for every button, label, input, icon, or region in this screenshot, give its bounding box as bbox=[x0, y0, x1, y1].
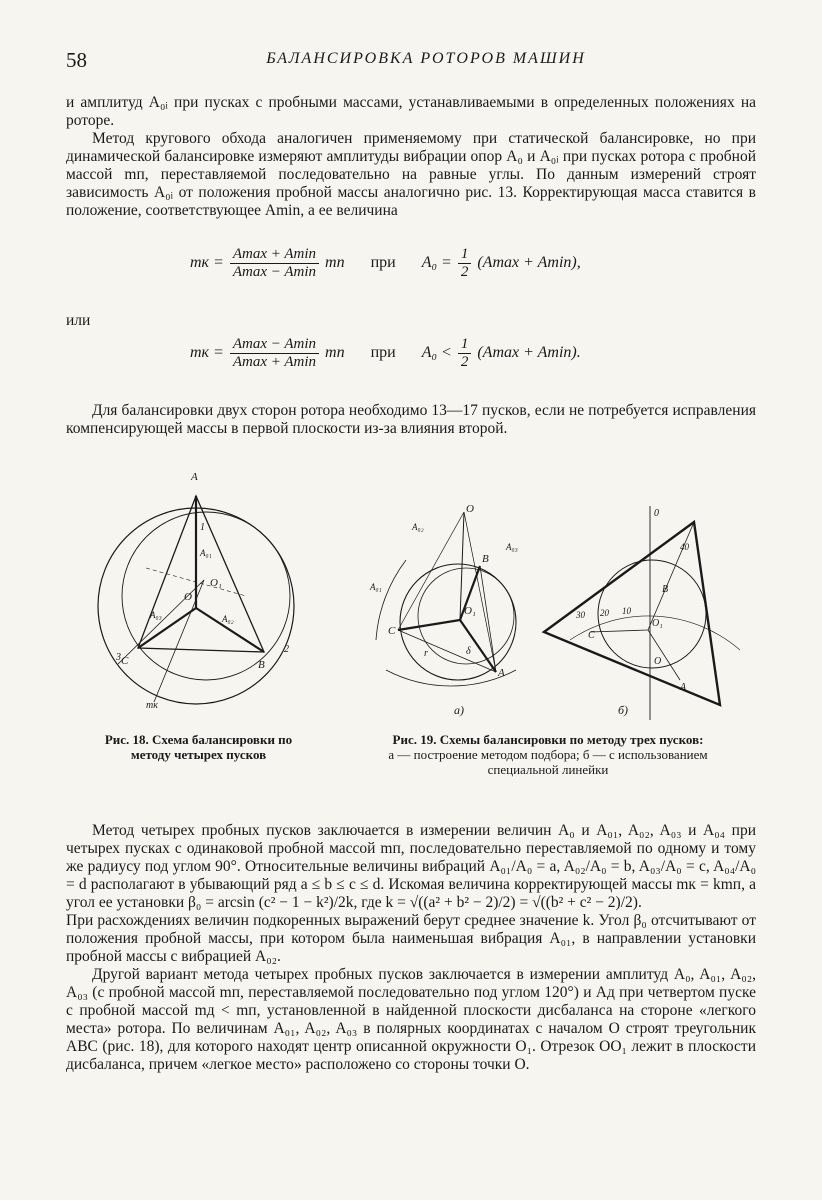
fig18-label-B: B bbox=[258, 659, 265, 671]
fig18-label-A: A bbox=[191, 471, 198, 483]
fig19a-label-A02: A₀₂ bbox=[412, 522, 424, 532]
fig19b-tick-30: 30 bbox=[576, 610, 585, 620]
fig18-label-mk: mк bbox=[146, 700, 158, 711]
fig19b-circle bbox=[598, 560, 706, 668]
text-block-top bbox=[66, 94, 756, 220]
page-number: 58 bbox=[66, 48, 87, 72]
figure-18-caption-title: Рис. 18. Схема балансировки по методу четырех пусков bbox=[104, 732, 293, 762]
fig19a-circle-main bbox=[400, 564, 516, 680]
text-block-mid bbox=[66, 402, 756, 438]
formula-2-tail: (Amax + Amin). bbox=[477, 344, 581, 362]
figure-19-caption-title: Рис. 19. Схемы балансировки по методу трех пусков: bbox=[392, 732, 704, 747]
formula-2 bbox=[190, 336, 581, 371]
fig19a-label-O1: O₁ bbox=[464, 605, 476, 617]
fig18-label-A01: A₀₁ bbox=[200, 548, 212, 558]
paragraph-3: Для балансировки двух сторон ротора необходимо 13—17 пусков, если не потребуется исправления компенсирующей массы в первой плоскости из-за влияния второй. bbox=[66, 402, 756, 437]
formula-1-lhs: mк = bbox=[190, 254, 224, 272]
fig19a-label-delta: δ bbox=[466, 646, 471, 657]
fig18-label-3: 3 bbox=[116, 652, 121, 663]
formula-2-lhs: mк = bbox=[190, 344, 224, 362]
figure-19a bbox=[356, 500, 541, 725]
fig19b-tick-20: 20 bbox=[600, 608, 609, 618]
formula-1-half-num: 1 bbox=[458, 246, 472, 264]
formula-1 bbox=[190, 246, 581, 281]
running-title: БАЛАНСИРОВКА РОТОРОВ МАШИН bbox=[266, 50, 586, 67]
fig19a-label-C: C bbox=[388, 625, 396, 637]
fig19b-label-C: C bbox=[588, 630, 595, 641]
figure-18 bbox=[86, 468, 311, 713]
formula-2-half bbox=[458, 336, 472, 371]
fig18-label-1: 1 bbox=[200, 522, 205, 533]
fig19b-label-O: O bbox=[654, 656, 662, 667]
formula-1-half bbox=[458, 246, 472, 281]
fig19a-label-A03: A₀₃ bbox=[506, 542, 518, 552]
formula-2-pri: при bbox=[370, 344, 396, 362]
fig19b-label-B: B bbox=[662, 584, 669, 595]
paragraph-4b: При расхождениях величин подкоренных выражений берут среднее значение k. Угол β₀ отсчитывают от положения пробной массы, при котором была наименьшая вибрация A₀₁, в направлении установки пробной массы с вибрацией A₀₂. bbox=[66, 912, 756, 965]
formula-2-half-den: 2 bbox=[460, 354, 469, 370]
formula-1-fraction bbox=[230, 246, 319, 281]
fig19b-tick-10: 10 bbox=[622, 606, 631, 616]
paragraph-2: Метод кругового обхода аналогичен применяемому при статической балансировке, но при динамической балансировке измеряют амплитуды вибрации опор A₀ и A₀ᵢ при пусках ротора с пробной массой mп, переставляемой последовательно на равные углы. По данным измерений строят зависимость A₀ᵢ от положения пробной массы аналогично рис. 13. Корректирующая масса ставится в положение, соответствующее Amin, а ее величина bbox=[66, 130, 756, 219]
formula-1-numerator: Amax + Amin bbox=[230, 246, 319, 264]
figure-18-drawing bbox=[86, 468, 311, 713]
fig19b-label-zero: 0 bbox=[654, 508, 659, 519]
formula-1-tail: (Amax + Amin), bbox=[477, 254, 581, 272]
fig19a-label-r: r bbox=[424, 648, 428, 659]
formula-1-pri: при bbox=[370, 254, 396, 272]
fig18-label-A03: A₀₃ bbox=[150, 610, 162, 620]
figure-19b-drawing bbox=[540, 500, 740, 725]
fig19b-label-A: A bbox=[680, 682, 687, 693]
figure-19-caption bbox=[358, 732, 738, 777]
fig18-label-O1: O₁ bbox=[210, 577, 222, 589]
paragraph-4a: Метод четырех пробных пусков заключается в измерении величин A₀ и A₀₁, A₀₂, A₀₃ и A₀₄ при четырех пусках с одинаковой пробной массой mп, последовательно переставляемой по одному и тому же радиусу под углом 90°. Относительные величины вибраций A₀₁/A₀ = a, A₀₂/A₀ = b, A₀₃/A₀ = c, A₀₄/A₀ = d располагают в убывающий ряд a ≤ b ≤ c ≤ d. Искомая величина корректирующей массы mк = kmп, а угол ее установки β₀ = arcsin (c² − 1 − k²)/2k, где k = √((a² + b² − 2)/2) = √((b² + c² − 2)/2). bbox=[66, 822, 756, 911]
formula-1-denominator: Amax − Amin bbox=[232, 264, 317, 280]
formula-1-mult: mп bbox=[325, 254, 345, 272]
fig18-label-2: 2 bbox=[284, 644, 289, 655]
fig19b-tick-40: 40 bbox=[680, 542, 689, 552]
formula-2-mult: mп bbox=[325, 344, 345, 362]
fig19b-triangle bbox=[544, 522, 720, 705]
formula-2-numerator: Amax − Amin bbox=[230, 336, 319, 354]
formula-1-half-den: 2 bbox=[460, 264, 469, 280]
figure-19-caption-sub: а — построение методом подбора; б — с использованием специальной линейки bbox=[388, 747, 708, 777]
figure-18-caption bbox=[86, 732, 311, 762]
formula-2-cond: A₀ < bbox=[421, 344, 452, 362]
page-header bbox=[66, 48, 756, 78]
triangle-abc bbox=[138, 496, 264, 652]
formula-2-half-num: 1 bbox=[458, 336, 472, 354]
fig19a-subfigure-label: а) bbox=[454, 703, 464, 717]
fig19a-label-A: A bbox=[498, 667, 505, 679]
formula-2-fraction bbox=[230, 336, 319, 371]
circumcircle bbox=[122, 512, 290, 680]
fig19a-label-B: B bbox=[482, 553, 489, 565]
fig18-label-A02: A₀₂ bbox=[222, 614, 234, 624]
formula-2-denominator: Amax + Amin bbox=[232, 354, 317, 370]
figure-19a-drawing bbox=[356, 500, 541, 725]
or-word: или bbox=[66, 312, 91, 329]
figure-19b bbox=[540, 500, 740, 725]
fig18-label-O: O bbox=[184, 591, 192, 603]
paragraph-1: и амплитуд A₀ᵢ при пусках с пробными массами, устанавливаемыми в определенных положениях на роторе. bbox=[66, 94, 756, 129]
fig19a-label-O: O bbox=[466, 503, 474, 515]
formula-1-cond: A₀ = bbox=[421, 254, 452, 272]
paragraph-5: Другой вариант метода четырех пробных пусков заключается в измерении амплитуд A₀, A₀₁, A₀₂, A₀₃ (с пробной массой mп, переставляемой последовательно под углом 120°) и Aд при четвертом пуске с пробной массой mд < mп, установленной в найденной плоскости дисбаланса на стороне «легкого места» ротора. По величинам A₀₁, A₀₂, A₀₃ в полярных координатах с началом O строят треугольник ABC (рис. 18), для которого находят центр описанной окружности O₁. Отрезок OO₁ лежит в плоскости дисбаланса, причем «легкое место» расположено со стороны точки O. bbox=[66, 966, 756, 1073]
fig19a-label-A01: A₀₁ bbox=[370, 582, 382, 592]
fig19b-subfigure-label: б) bbox=[618, 703, 629, 717]
text-block-bottom bbox=[66, 822, 756, 1074]
fig19b-label-O1: O₁ bbox=[652, 618, 663, 629]
fig18-label-C: C bbox=[121, 655, 129, 667]
